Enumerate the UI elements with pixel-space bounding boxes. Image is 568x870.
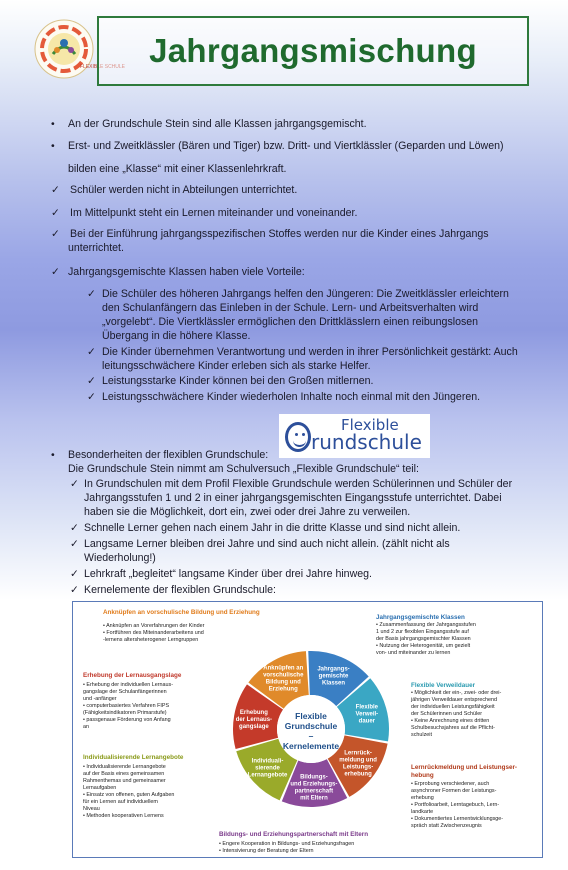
block-line: Rahmenthemas und gemeinsamer [83, 778, 166, 784]
sub-list-item: Langsame Lerner bleiben drei Jahre und sind auch nicht allein. (zählt nicht als [84, 538, 450, 550]
block-line: • Erprobung verschiedener, auch [411, 781, 490, 787]
check-marker: ✓ [87, 391, 96, 403]
block-line: jährigen Verweildauer entsprechend [411, 697, 498, 703]
wheel-center-line: Kernelemente [282, 741, 340, 751]
sub-list-item: Kernelemente der flexiblen Grundschule: [84, 584, 276, 596]
check-marker: ✓ [70, 478, 79, 490]
block-line: • computerbasiertes Verfahren FIPS [83, 703, 170, 709]
list-item: Schüler werden nicht in Abteilungen unterrichtet. [70, 184, 298, 196]
block-line: • Intensivierung der Beratung der Eltern [219, 848, 314, 854]
check-marker: ✓ [70, 538, 79, 550]
list-item-continuation: Die Grundschule Stein nimmt am Schulversuch „Flexible Grundschule“ teil: [68, 463, 419, 475]
sub-list-item-continuation: Jahrgangsstufen 1 und 2 in einer jahrgangsgemischten Eingangsstufe unterrichtet. Dabei [84, 492, 502, 504]
block-title: Bildungs- und Erziehungspartnerschaft mit Eltern [219, 831, 369, 838]
check-marker: ✓ [51, 266, 60, 278]
sub-list-item: In Grundschulen mit dem Profil Flexible Grundschule werden Schülerinnen und Schüler der [84, 478, 513, 490]
list-item-continuation: unterrichtet. [68, 242, 124, 254]
list-item: Erst- und Zweitklässler (Bären und Tiger) bzw. Dritt- und Viertklässler (Geparden und Löwen) [68, 140, 504, 152]
block-line: • Erhebung der individuellen Lernaus- [83, 682, 173, 688]
check-marker: ✓ [70, 584, 79, 596]
school-logo-caption: FLEXIBLE SCHULE [80, 64, 126, 70]
wheel-segment-label: Verweil- [355, 711, 379, 718]
wheel-segment-label: meldung und [339, 757, 377, 764]
logo-text-grundschule: rundschule [311, 430, 422, 454]
wheel-segment-label: Jahrgangs- [317, 666, 350, 673]
list-item: Jahrgangsgemischte Klassen haben viele Vorteile: [68, 266, 305, 278]
list-item: Besonderheiten der flexiblen Grundschule: [68, 449, 269, 461]
check-marker: ✓ [51, 184, 60, 196]
wheel-segment-label: Flexible [355, 704, 379, 711]
wheel-segment-label: dauer [358, 718, 376, 725]
wheel-segment-label: Lernangebote [247, 772, 288, 779]
block-line: und -anfänger [83, 696, 117, 702]
block-line: der Schülerinnen und Schüler [411, 711, 483, 717]
block-title: Individualisierende Lernangebote [83, 754, 184, 761]
sub-list-item-continuation: den Schulanfängern das Einleben in der Schule. Lern- und Arbeitsverhalten wird [102, 302, 479, 314]
check-marker: ✓ [70, 522, 79, 534]
wheel-segment-label: Lernrück- [344, 750, 372, 757]
kernelemente-panel [72, 601, 543, 858]
block-title: Erhebung der Lernausgangslage [83, 672, 182, 679]
block-line: • Keine Anrechnung eines dritten [411, 718, 490, 724]
flexible-grundschule-logo [279, 414, 430, 458]
page-title: Jahrgangsmischung [149, 32, 477, 69]
block-line: auf der Basis eines gemeinsamen [83, 771, 165, 777]
block-line: • Anknüpfen an Vorerfahrungen der Kinder [103, 623, 205, 629]
block-line: der individuellen Leistungsfähigkeit [411, 704, 495, 710]
block-line: Niveau [83, 806, 100, 812]
wheel-segment-label: Bildungs- [300, 774, 328, 781]
title-box [97, 16, 529, 86]
block-line: 1 und 2 zur flexiblen Eingangsstufe auf [376, 629, 469, 635]
wheel-segment-label: gangslage [239, 723, 269, 730]
sub-list-item: Leistungsstarke Kinder können bei den Großen mitlernen. [102, 375, 374, 387]
check-marker: ✓ [51, 207, 60, 219]
block-line: erhebung [411, 795, 434, 801]
sub-list-item: Die Kinder übernehmen Verantwortung und werden in ihrer Persönlichkeit gestärkt: Auch [102, 346, 518, 358]
block-line: • Engere Kooperation in Bildungs- und Erziehungsfragen [219, 841, 355, 847]
block-line: an [83, 724, 89, 730]
block-title: Flexible Verweildauer [411, 682, 476, 689]
block-line: • Zusammenfassung der Jahrgangsstufen [376, 622, 476, 628]
sub-list-item-continuation: haben sie die Möglichkeit, dort ein, zwei oder drei Jahre zu verweilen. [84, 506, 411, 518]
block-title: Anknüpfen an vorschulische Bildung und Erziehung [103, 609, 260, 616]
check-marker: ✓ [87, 346, 96, 358]
bullet-marker: • [51, 118, 55, 130]
sub-list-item-continuation: Übergang in die höhere Klasse. [102, 330, 251, 342]
bullet-marker: • [51, 140, 55, 152]
block-line: • Möglichkeit der ein-, zwei- oder drei- [411, 690, 502, 696]
list-item: Bei der Einführung jahrgangsspezifischen Stoffes werden nur die Kinder eines Jahrgangs [70, 228, 489, 240]
kernelemente-wheel [231, 632, 391, 827]
list-item-continuation: bilden eine „Klasse“ mit einer Klassenlehrkraft. [68, 163, 287, 175]
block-line: • Individualisierende Lernangebote [83, 764, 166, 770]
list-item: An der Grundschule Stein sind alle Klassen jahrgangsgemischt. [68, 118, 367, 130]
block-line: von- und miteinander zu lernen [376, 650, 451, 656]
school-logo-icon [33, 18, 95, 80]
sub-list-item: Schnelle Lerner gehen nach einem Jahr in die dritte Klasse und sind nicht allein. [84, 522, 461, 534]
block-title: Lernrückmeldung und Leistungser- [411, 764, 518, 771]
sub-list-item-continuation: „vorgelebt“. Die Viertklässler ermöglichen den Drittklässlern einen reibungslosen [102, 316, 479, 328]
wheel-segment-label: Leistungs- [342, 764, 374, 771]
wheel-center-line: Grundschule [284, 721, 338, 731]
block-line: • Fortführen des Miteinanderarbeitens und [103, 630, 204, 636]
block-line: • Dokumentiertes Lernentwicklungsge- [411, 816, 504, 822]
wheel-center-line: – [308, 731, 314, 741]
wheel-segment-label: Erhebung [239, 709, 268, 716]
list-item: Im Mittelpunkt steht ein Lernen miteinander und voneinander. [70, 207, 358, 219]
sub-list-item-continuation: leitungsschwächere Kinder erleben sich als starke Helfer. [102, 360, 371, 372]
wheel-segment-label: mit Eltern [300, 795, 328, 802]
block-line: schulzeit [411, 732, 432, 738]
sub-list-item: Die Schüler des höheren Jahrgangs helfen den Jüngeren: Die Zweitklässler erleichtern [102, 288, 509, 300]
block-title: Jahrgangsgemischte Klassen [376, 614, 465, 621]
block-line: -lernens altersheterogener Lerngruppen [103, 637, 199, 643]
check-marker: ✓ [87, 375, 96, 387]
check-marker: ✓ [87, 288, 96, 300]
block-line: spräch statt Zwischenzeugnis [411, 823, 482, 829]
wheel-segment-label: Individuali- [251, 758, 284, 765]
sub-list-item: Lehrkraft „begleitet“ langsame Kinder über drei Jahre hinweg. [84, 568, 372, 580]
sub-list-item: Leistungsschwächere Kinder wiederholen Inhalte noch einmal mit den Jüngeren. [102, 391, 481, 403]
block-line: Schulbesuchsjahres auf die Pflicht- [411, 725, 495, 731]
sub-list-item-continuation: Wiederholung!) [84, 552, 156, 564]
wheel-segment-label: erhebung [344, 771, 372, 778]
block-line: für ein Lernen auf individuellem [83, 799, 158, 805]
block-line: • Portfolioarbeit, Lerntagebuch, Lern- [411, 802, 500, 808]
smiley-g-icon [285, 422, 311, 452]
block-line: gangslage der Schulanfängerinnen [83, 689, 167, 695]
block-line: • Einsatz von offenen, guten Aufgaben [83, 792, 175, 798]
check-marker: ✓ [70, 568, 79, 580]
wheel-segment-label: Bildung und [265, 679, 301, 686]
logo-text-flexible: Flexible [341, 416, 399, 434]
wheel-segment-label: vorschulische [263, 672, 304, 679]
block-line: asynchroner Formen der Leistungs- [411, 788, 497, 794]
wheel-segment-label: Anknüpfen an [263, 665, 304, 672]
block-line: (Fähigkeitsindikatoren Primarstufe) [83, 710, 167, 716]
block-title-continuation: hebung [411, 772, 434, 779]
block-line: • passgenaue Förderung von Anfang [83, 717, 171, 723]
block-line: landkarte [411, 809, 434, 815]
wheel-center-line: Flexible [295, 711, 327, 721]
block-line: der Basis jahrgangsgemischter Klassen [376, 636, 471, 642]
block-line: • Methoden kooperativen Lernens [83, 813, 164, 819]
wheel-segment-label: und Erziehungs- [290, 781, 338, 788]
wheel-segment-label: gemischte [318, 673, 349, 680]
block-line: • Nutzung der Heterogenität, um gezielt [376, 643, 471, 649]
wheel-segment-label: partnerschaft [294, 788, 334, 795]
wheel-segment-label: der Lernaus- [235, 716, 273, 723]
block-line: Lernaufgaben [83, 785, 117, 791]
check-marker: ✓ [51, 228, 60, 240]
wheel-segment-label: sierende [255, 765, 280, 772]
bullet-marker: • [51, 449, 55, 461]
wheel-segment-label: Klassen [322, 680, 346, 687]
wheel-segment-label: Erziehung [268, 686, 298, 693]
